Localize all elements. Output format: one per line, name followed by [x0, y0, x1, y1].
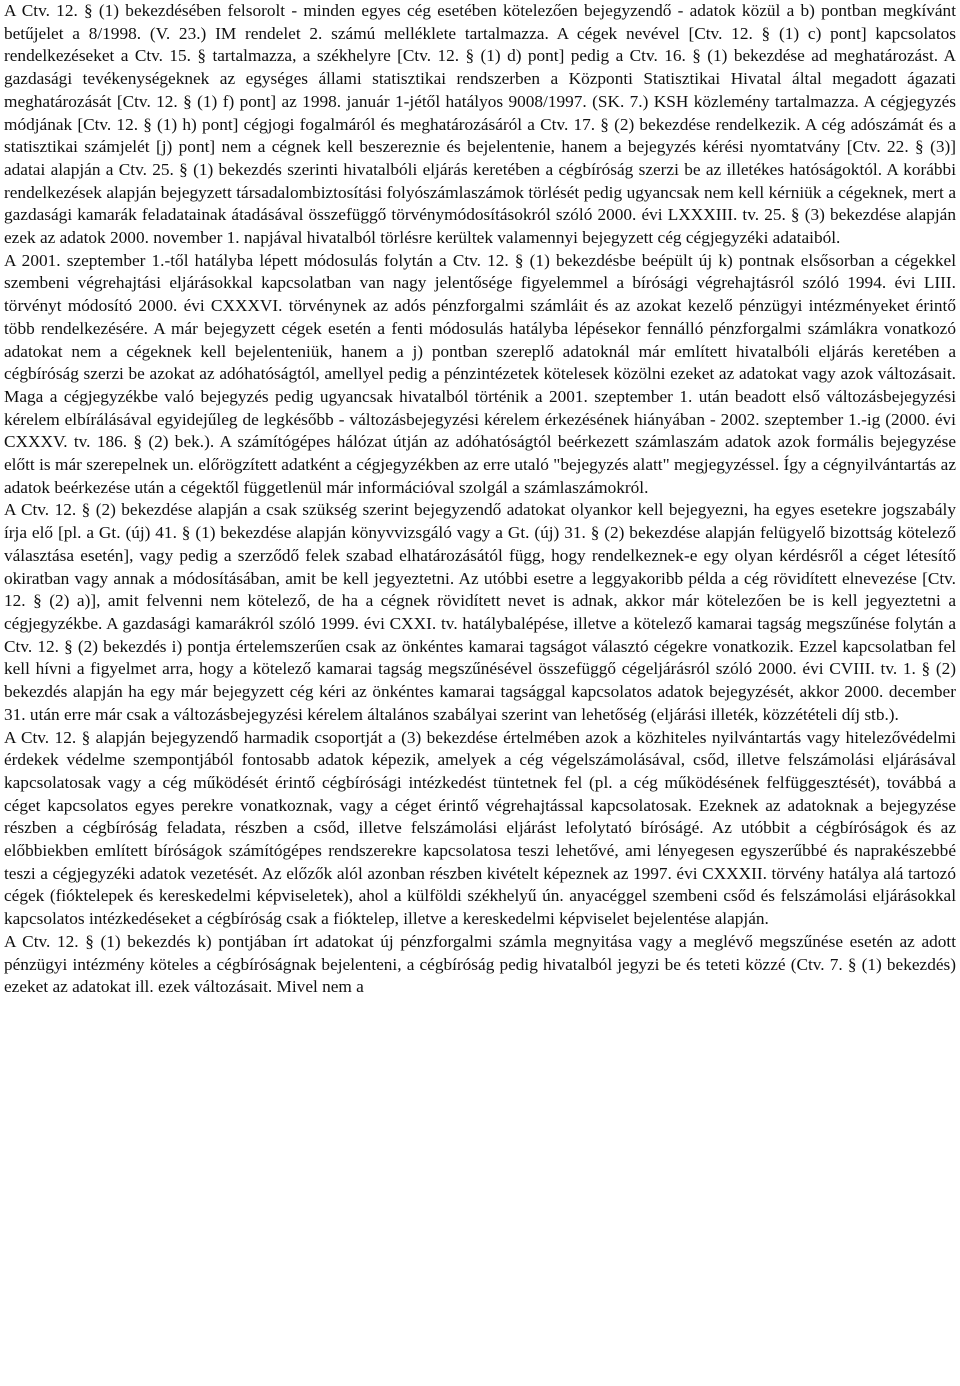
- paragraph-4: A Ctv. 12. § alapján bejegyzendő harmadik csoportját a (3) bekezdése értelmében azok a közhiteles nyilvántartás vagy hitelezővédelmi érdekek védelme szempontjából fontosabb adatok képezik, amelyek a cég végelszámolásával, csőd, illetve felszámolási eljárásával kapcsolatosak vagy a cég működését érintő cégbírósági intézkedést tüntetnek fel (pl. a cég működésének felfüggesztését), továbbá a céget kapcsolatos egyes perekre vonatkoznak, vagy a céget érintő végrehajtással kapcsolatosak. Ezeknek az adatoknak a bejegyzése részben a cégbíróság feladata, részben a csőd, illetve felszámolási eljárást lefolytató bíróságé. Az utóbbit a cégbíróságok és az előbbiekben említett bíróságok számítógépes rendszerekre kapcsolatosa teszi lehetővé, ami lényegesen egyszerűbbé és naprakészebbé teszi a cégjegyzéki adatok vezetését. Az előzők alól azonban részben kivételt képeznek az 1997. évi CXXXII. törvény hatálya alá tartozó cégek (fióktelepek és kereskedelmi képviseletek), ahol a külföldi székhelyű ún. anyacéggel szembeni csőd és felszámolási eljárásokkal kapcsolatos intézkedéseket a cégbíróság csak a fióktelep, illetve a kereskedelmi képviselet bejelentése alapján.: [4, 727, 956, 929]
- paragraph-2: A 2001. szeptember 1.-től hatályba lépett módosulás folytán a Ctv. 12. § (1) bekezdésbe beépült új k) pontnak elsősorban a cégekkel szembeni végrehajtási eljárásokkal kapcsolatban van nagy jelentősége figyelemmel a bírósági végrehajtásról szóló 1994. évi LIII. törvényt módosító 2000. évi CXXXVI. törvénynek az adós pénzforgalmi számláit és az azokat kezelő pénzügyi intézményeket érintő több rendelkezésére. A már bejegyzett cégek esetén a fenti módosulás hatályba lépésekor fennálló pénzforgalmi számlákra vonatkozó adatokat nem a cégeknek kell bejelenteniük, hanem a j) pontban szereplő adatoknál már említett hivatalbóli eljárás keretében a cégbíróság szerzi be azokat az adóhatóságtól, amellyel pedig a pénzintézetek kötelesek közölni ezeket az adatokat vagy azok változásait. Maga a cégjegyzékbe való bejegyzés pedig ugyancsak hivatalból történik a 2001. szeptember 1. után beadott első változásbejegyzési kérelem elbírálásával egyidejűleg de legkésőbb - változásbejegyzési kérelem érkezésének hiányában - 2002. szeptember 1.-ig (2000. évi CXXXV. tv. 186. § (2) bek.). A számítógépes hálózat útján az adóhatóságtól beérkezett számlaszám adatok azok formális bejegyzése előtt is már szerepelnek un. előrögzített adatként a cégjegyzékben az erre utaló "bejegyzés alatt" megjegyzéssel. Így a cégnyilvántartás az adatok beérkezése után a cégektől függetlenül már információval szolgál a számlaszámokról.: [4, 250, 956, 497]
- paragraph-5: A Ctv. 12. § (1) bekezdés k) pontjában írt adatokat új pénzforgalmi számla megnyitása vagy a meglévő megszűnése esetén az adott pénzügyi intézmény köteles a cégbíróságnak bejelenteni, a cégbíróság pedig hivatalból jegyzi be és teteti közzé (Ctv. 7. § (1) bekezdés) ezeket az adatokat ill. ezek változásait. Mivel nem a: [4, 931, 956, 997]
- paragraph-3: A Ctv. 12. § (2) bekezdése alapján a csak szükség szerint bejegyzendő adatokat olyankor kell bejegyezni, ha egyes esetekre jogszabály írja elő [pl. a Gt. (új) 41. § (1) bekezdése alapján könyvvizsgáló vagy a Gt. (új) 31. § (2) bekezdése alapján felügyelő bizottság kötelező választása esetén], vagy pedig a szerződő felek szabad elhatározásától függ, hogy rendelkeznek-e egy olyan kérdésről a céget létesítő okiratban vagy annak a módosításában, amit be kell jegyeztetni. Az utóbbi esetre a leggyakoribb példa a cég rövidített elnevezése [Ctv. 12. § (2) a)], amit felvenni nem kötelező, de ha a cégnek rövidített nevet is adnak, akkor már kötelezően be is kell jegyeztetni a cégjegyzékbe. A gazdasági kamarákról szóló 1999. évi CXXI. tv. hatálybalépése, illetve a kötelező kamarai tagság megszűnése folytán a Ctv. 12. § (2) bekezdés i) pontja értelemszerűen csak az önkéntes kamarai tagságot választó cégekre vonatkozik. Ezzel kapcsolatban fel kell hívni a figyelmet arra, hogy a kötelező kamarai tagság megszűnésével összefüggő cégeljárásról szóló 2000. évi CVIII. tv. 1. § (2) bekezdés alapján ha egy már bejegyzett cég kéri az önkéntes kamarai tagsággal kapcsolatos adatok bejegyzését, akkor 2000. december 31. után erre már csak a változásbejegyzési kérelem általános szabályai szerint van lehetőség (eljárási illeték, közzétételi díj stb.).: [4, 500, 956, 724]
- paragraph-1: A Ctv. 12. § (1) bekezdésében felsorolt - minden egyes cég esetében kötelezően bejegyzendő - adatok közül a b) pontban megkívánt betűjelet a 8/1998. (V. 23.) IM rendelet 2. számú melléklete tartalmazza. A cégek nevével [Ctv. 12. § (1) c) pont] kapcsolatos rendelkezéseket a Ctv. 15. § tartalmazza, a székhelyre [Ctv. 12. § (1) d) pont] pedig a Ctv. 16. § (1) bekezdése ad meghatározást. A gazdasági tevékenységeknek az egységes állami statisztikai rendszerben a Központi Statisztikai Hivatal által megadott ágazati meghatározását [Ctv. 12. § (1) f) pont] az 1998. január 1-jétől hatályos 9008/1997. (SK. 7.) KSH közlemény tartalmazza. A cégjegyzés módjának [Ctv. 12. § (1) h) pont] cégjogi fogalmáról és meghatározásáról a Ctv. 17. § (2) bekezdése rendelkezik. A cég adószámát és a statisztikai számjelét [j) pont] nem a cégnek kell beszereznie és bejelentenie, hanem a bejegyzés kérési nyomtatvány [Ctv. 22. § (3)] adatai alapján a Ctv. 25. § (1) bekezdés szerinti hivatalbóli eljárás keretében a cégbíróság szerzi be az illetékes hatóságoktól. A korábbi rendelkezések alapján bejegyzett társadalombiztosítási folyószámlaszámok törlését pedig ugyancsak nem kell kérniük a cégeknek, mert a gazdasági kamarák feladatainak átadásával összefüggő törvénymódosításokról szóló 2000. évi LXXXIII. tv. 25. § (3) bekezdése alapján ezek az adatok 2000. november 1. napjával hivatalból törlésre kerültek valamennyi bejegyzett cég cégjegyzéki adataiból.: [4, 1, 956, 248]
